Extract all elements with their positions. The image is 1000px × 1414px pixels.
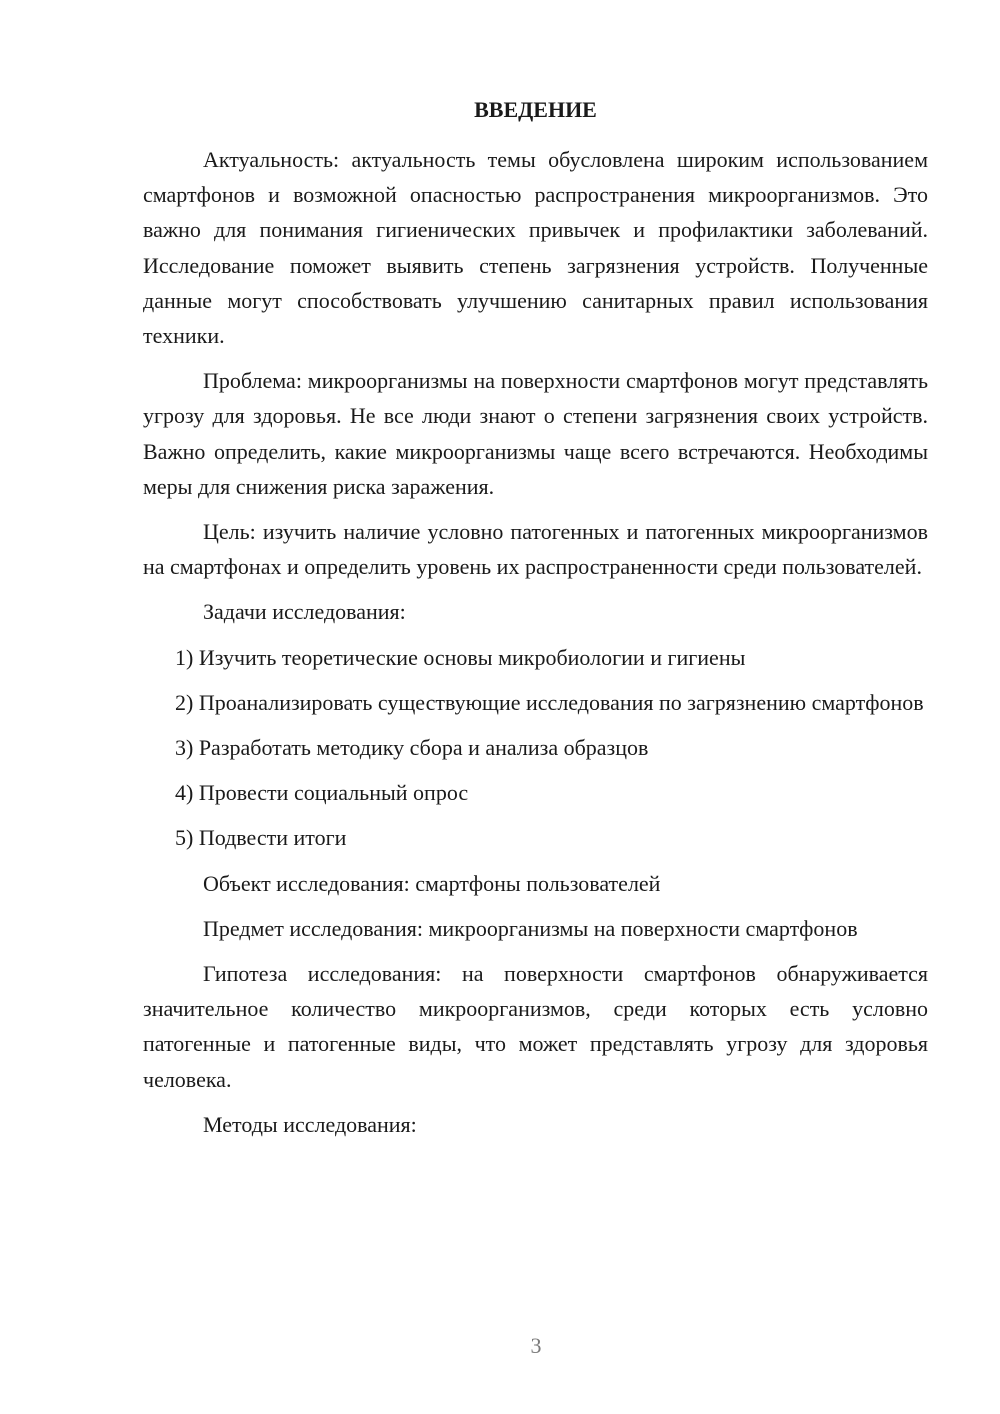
document-page (143, 95, 928, 1152)
page-number: 3 (530, 1333, 542, 1358)
paragraph-object: Объект исследования: смартфоны пользователей (203, 870, 661, 896)
task-item-3: 3) Разработать методику сбора и анализа образцов (175, 735, 649, 761)
task-item-5: 5) Подвести итоги (175, 825, 347, 851)
paragraph-hypothesis: Гипотеза исследования: на поверхности смартфонов обнаруживается значительное количество микроорганизмов, среди которых есть условно патогенные и патогенные виды, что может представлять угрозу для здоровья человека. (143, 961, 928, 1092)
paragraph-subject: Предмет исследования: микроорганизмы на поверхности смартфонов (203, 915, 858, 941)
section-title: ВВЕДЕНИЕ (474, 97, 597, 122)
paragraph-relevance: Актуальность: актуальность темы обусловлена широким использованием смартфонов и возможной опасностью распространения микроорганизмов. Это важно для понимания гигиенических привычек и профилактики заболеваний. Исследование поможет выявить степень загрязнения устройств. Полученные данные могут способствовать улучшению санитарных правил использования техники. (143, 147, 928, 349)
paragraph-tasks-heading: Задачи исследования: (203, 599, 406, 625)
task-item-4: 4) Провести социальный опрос (175, 780, 469, 806)
paragraph-problem: Проблема: микроорганизмы на поверхности смартфонов могут представлять угрозу для здоровья. Не все люди знают о степени загрязнения своих устройств. Важно определить, какие микроорганизмы чаще всего встречаются. Необходимы меры для снижения риска заражения. (143, 368, 928, 499)
task-item-2: 2) Проанализировать существующие исследования по загрязнению смартфонов (175, 689, 924, 715)
paragraph-goal: Цель: изучить наличие условно патогенных и патогенных микроорганизмов на смартфонах и определить уровень их распространенности среди пользователей. (143, 519, 928, 580)
task-item-1: 1) Изучить теоретические основы микробиологии и гигиены (175, 644, 746, 670)
paragraph-methods: Методы исследования: (203, 1111, 417, 1137)
